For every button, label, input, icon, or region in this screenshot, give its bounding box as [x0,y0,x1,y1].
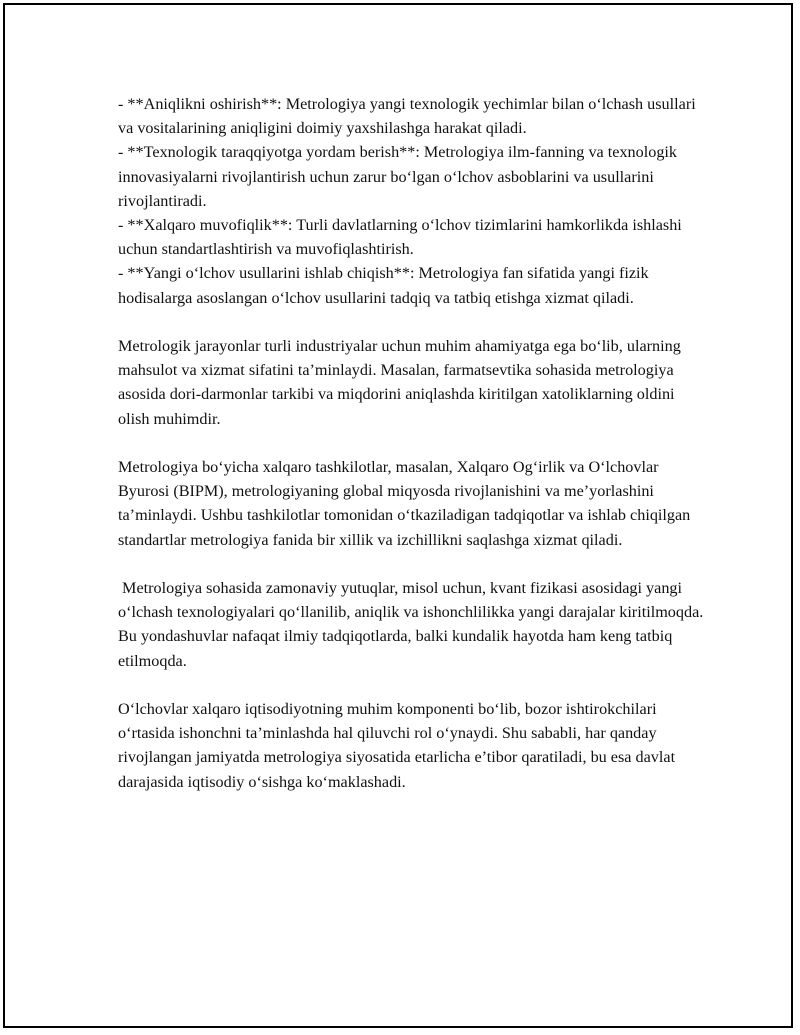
bullet-item: - **Xalqaro muvofiqlik**: Turli davlatlarning o‘lchov tizimlarini hamkorlikda ishlashi uchun standartlashtirish va muvofiqlashtirish. [118,216,682,259]
bullet-item: - **Yangi o‘lchov usullarini ishlab chiqish**: Metrologiya fan sifatida yangi fizik hodisalarga asoslangan o‘lchov usullarini tadqiq va tatbiq etishga xizmat qiladi. [118,264,649,307]
paragraph: Metrologik jarayonlar turli industriyalar uchun muhim ahamiyatga ega bo‘lib, ularning mahsulot va xizmat sifatini ta’minlaydi. Masalan, farmatsevtika sohasida metrologiya asosida dori-darmonlar tarkibi va miqdorini aniqlashda kiritilgan xatoliklarning oldini olish muhimdir. [118,337,681,428]
bullet-item: - **Texnologik taraqqiyotga yordam berish**: Metrologiya ilm-fanning va texnologik innovasiyalarni rivojlantirish uchun zarur bo‘lgan o‘lchov asboblarini va usullarini rivojlantiradi. [118,143,678,210]
paragraph: Metrologiya sohasida zamonaviy yutuqlar, misol uchun, kvant fizikasi asosidagi yangi o‘lchash texnologiyalari qo‘llanilib, aniqlik va ishonchlilikka yangi darajalar kiritilmoqda. Bu yondashuvlar nafaqat ilmiy tadqiqotlarda, balki kundalik hayotda ham keng tatbiq etilmoqda. [118,579,708,670]
document-body [118,92,708,794]
paragraph: O‘lchovlar xalqaro iqtisodiyotning muhim komponenti bo‘lib, bozor ishtirokchilari o‘rtasida ishonchni ta’minlashda hal qiluvchi rol o‘ynaydi. Shu sababli, har qanday rivojlangan jamiyatda metrologiya siyosatida etarlicha e’tibor qaratiladi, bu esa davlat darajasida iqtisodiy o‘sishga ko‘maklashadi. [118,700,676,791]
bullet-list [118,92,708,310]
bullet-item: - **Aniqlikni oshirish**: Metrologiya yangi texnologik yechimlar bilan o‘lchash usullari va vositalarining aniqligini doimiy yaxshilashga harakat qiladi. [118,95,696,138]
paragraph: Metrologiya bo‘yicha xalqaro tashkilotlar, masalan, Xalqaro Og‘irlik va O‘lchovlar Byurosi (BIPM), metrologiyaning global miqyosda rivojlanishini va me’yorlashini ta’minlaydi. Ushbu tashkilotlar tomonidan o‘tkaziladigan tadqiqotlar va ishlab chiqilgan standartlar metrologiya fanida bir xillik va izchillikni saqlashga xizmat qiladi. [118,458,691,549]
